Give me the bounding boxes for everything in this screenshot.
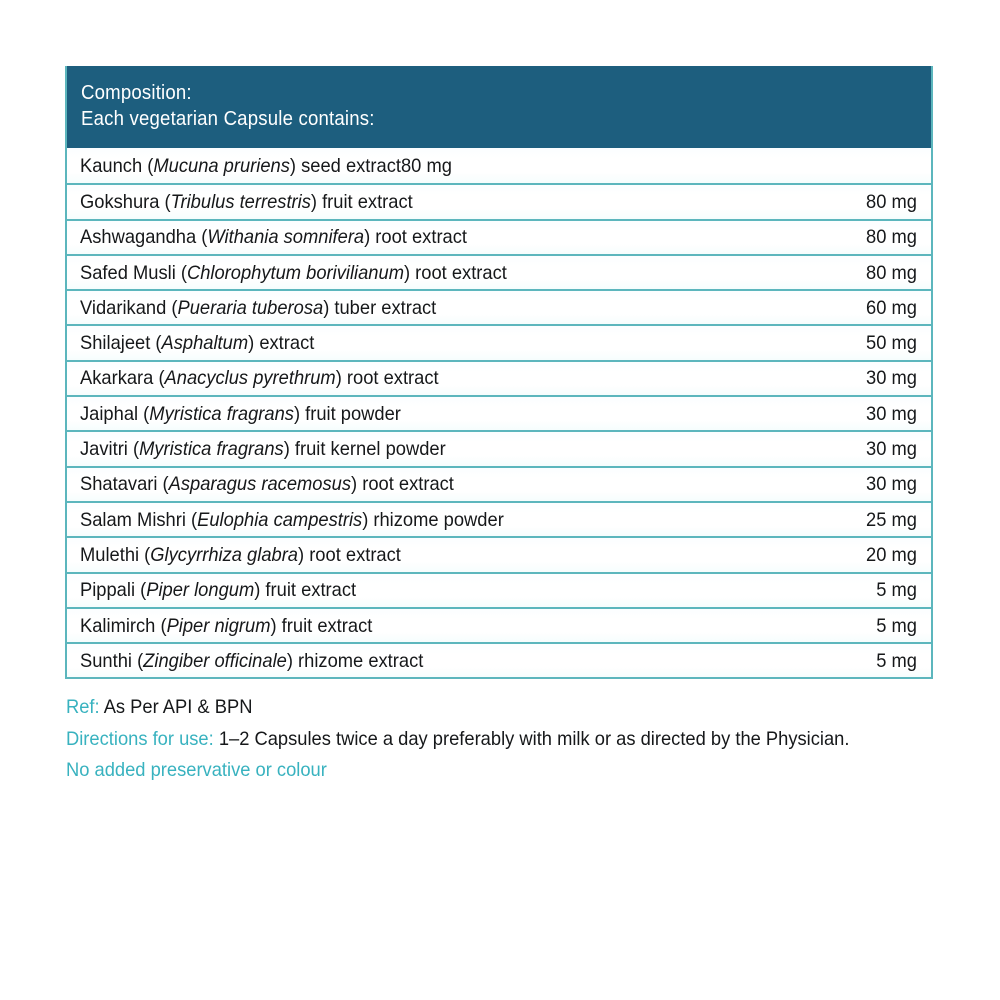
ref-note: [66, 692, 912, 724]
ingredient-common-name: Gokshura (: [80, 190, 171, 213]
ref-label: Ref:: [66, 696, 100, 718]
ingredient-name: [80, 332, 809, 354]
ingredient-latin-name: Piper longum: [146, 579, 255, 602]
ingredient-amount: 30 mg: [866, 402, 917, 425]
ingredient-latin-name: Mucuna pruriens: [153, 154, 290, 177]
directions-value: 1–2 Capsules twice a day preferably with milk or as directed by the Physician.: [218, 727, 850, 750]
ingredient-latin-name: Tribulus terrestris: [170, 190, 311, 213]
ingredient-amount: 5 mg: [876, 579, 917, 602]
ingredient-part-description: ) tuber extract: [323, 296, 437, 319]
composition-title: Composition:: [81, 82, 192, 104]
preservative-text: No added preservative or colour: [66, 759, 327, 781]
ingredient-common-name: Shilajeet (: [80, 332, 162, 355]
table-row: [67, 183, 931, 218]
ingredient-latin-name: Chlorophytum borivilianum: [186, 261, 404, 284]
table-row: [67, 501, 931, 536]
ingredient-common-name: Kalimirch (: [80, 614, 167, 637]
ingredient-name: [80, 403, 809, 425]
ingredient-part-description: ) fruit extract: [270, 614, 373, 637]
ingredient-part-description: ) fruit kernel powder: [283, 438, 446, 461]
ingredient-common-name: Javitri (: [80, 438, 140, 461]
ref-value: As Per API & BPN: [103, 696, 253, 718]
ingredient-amount: 30 mg: [866, 473, 917, 496]
ingredient-common-name: Vidarikand (: [80, 296, 178, 319]
table-row: [67, 148, 931, 183]
table-row: [67, 219, 931, 254]
table-row: [67, 360, 931, 395]
ingredient-common-name: Akarkara (: [80, 367, 165, 390]
ingredient-part-description: ) rhizome powder: [362, 508, 504, 531]
table-row: [67, 466, 931, 501]
ingredient-name: [80, 155, 809, 177]
ingredient-part-description: ) root extract: [298, 543, 401, 566]
ingredient-amount: 80 mg: [866, 226, 917, 249]
ingredient-amount: 25 mg: [866, 508, 917, 531]
ingredient-amount: 5 mg: [876, 614, 917, 637]
ingredient-part-description: ) root extract: [335, 367, 439, 390]
ingredient-amount: 20 mg: [866, 543, 917, 566]
composition-table: [65, 66, 933, 679]
ingredient-part-description: ) rhizome extract: [286, 649, 424, 672]
ingredient-amount: 80 mg: [866, 190, 917, 213]
ingredient-rows: [67, 148, 931, 677]
ingredient-part-description: ) root extract: [403, 261, 507, 284]
table-row: [67, 430, 931, 465]
table-row: [67, 395, 931, 430]
composition-table-header: [67, 66, 931, 148]
ingredient-amount: 30 mg: [866, 367, 917, 390]
ingredient-name: [80, 579, 809, 601]
ingredient-name: [80, 509, 809, 531]
table-row: [67, 607, 931, 642]
ingredient-name: [80, 615, 809, 637]
footer-notes: [66, 692, 966, 787]
table-row: [67, 254, 931, 289]
ingredient-amount: 60 mg: [866, 296, 917, 319]
ingredient-common-name: Pippali (: [80, 579, 147, 602]
ingredient-name: [80, 297, 809, 319]
ingredient-latin-name: Myristica fragrans: [149, 402, 294, 425]
ingredient-name: [80, 438, 809, 460]
ingredient-part-description: ) root extract: [351, 473, 454, 496]
ingredient-latin-name: Asphaltum: [161, 332, 249, 355]
ingredient-latin-name: Piper nigrum: [166, 614, 271, 637]
ingredient-name: [80, 473, 809, 495]
ingredient-name: [80, 544, 809, 566]
ingredient-common-name: Sunthi (: [80, 649, 144, 672]
ingredient-common-name: Salam Mishri (: [80, 508, 198, 531]
ingredient-common-name: Mulethi (: [80, 543, 151, 566]
ingredient-amount: 80 mg: [866, 261, 917, 284]
ingredient-latin-name: Glycyrrhiza glabra: [150, 543, 299, 566]
table-row: [67, 536, 931, 571]
table-row: [67, 324, 931, 359]
ingredient-amount: 50 mg: [866, 332, 917, 355]
ingredient-name: [80, 226, 809, 248]
ingredient-part-description: ) fruit powder: [293, 402, 401, 425]
table-row: [67, 572, 931, 607]
ingredient-latin-name: Withania somnifera: [207, 226, 365, 249]
ingredient-latin-name: Eulophia campestris: [197, 508, 363, 531]
ingredient-part-description: ) seed extract80 mg: [289, 154, 452, 177]
ingredient-name: [80, 367, 809, 389]
ingredient-latin-name: Myristica fragrans: [139, 438, 284, 461]
ingredient-common-name: Jaiphal (: [80, 402, 150, 425]
table-row: [67, 642, 931, 677]
directions-note: [66, 724, 912, 756]
ingredient-part-description: ) extract: [248, 332, 315, 355]
ingredient-name: [80, 650, 809, 672]
ingredient-latin-name: Anacyclus pyrethrum: [164, 367, 336, 390]
ingredient-common-name: Safed Musli (: [80, 261, 187, 284]
ingredient-latin-name: Asparagus racemosus: [168, 473, 352, 496]
ingredient-amount: 30 mg: [866, 438, 917, 461]
directions-label: Directions for use:: [66, 727, 214, 750]
composition-subtitle: Each vegetarian Capsule contains:: [81, 108, 375, 130]
ingredient-part-description: ) fruit extract: [310, 190, 413, 213]
table-row: [67, 289, 931, 324]
ingredient-common-name: Shatavari (: [80, 473, 169, 496]
ingredient-latin-name: Zingiber officinale: [143, 649, 287, 672]
ingredient-common-name: Ashwagandha (: [80, 226, 208, 249]
ingredient-part-description: ) root extract: [364, 226, 468, 249]
ingredient-common-name: Kaunch (: [80, 154, 154, 177]
ingredient-latin-name: Pueraria tuberosa: [177, 296, 324, 319]
ingredient-name: [80, 191, 809, 213]
ingredient-amount: 5 mg: [876, 649, 917, 672]
preservative-note: [66, 755, 912, 787]
ingredient-part-description: ) fruit extract: [254, 579, 357, 602]
ingredient-name: [80, 262, 809, 284]
